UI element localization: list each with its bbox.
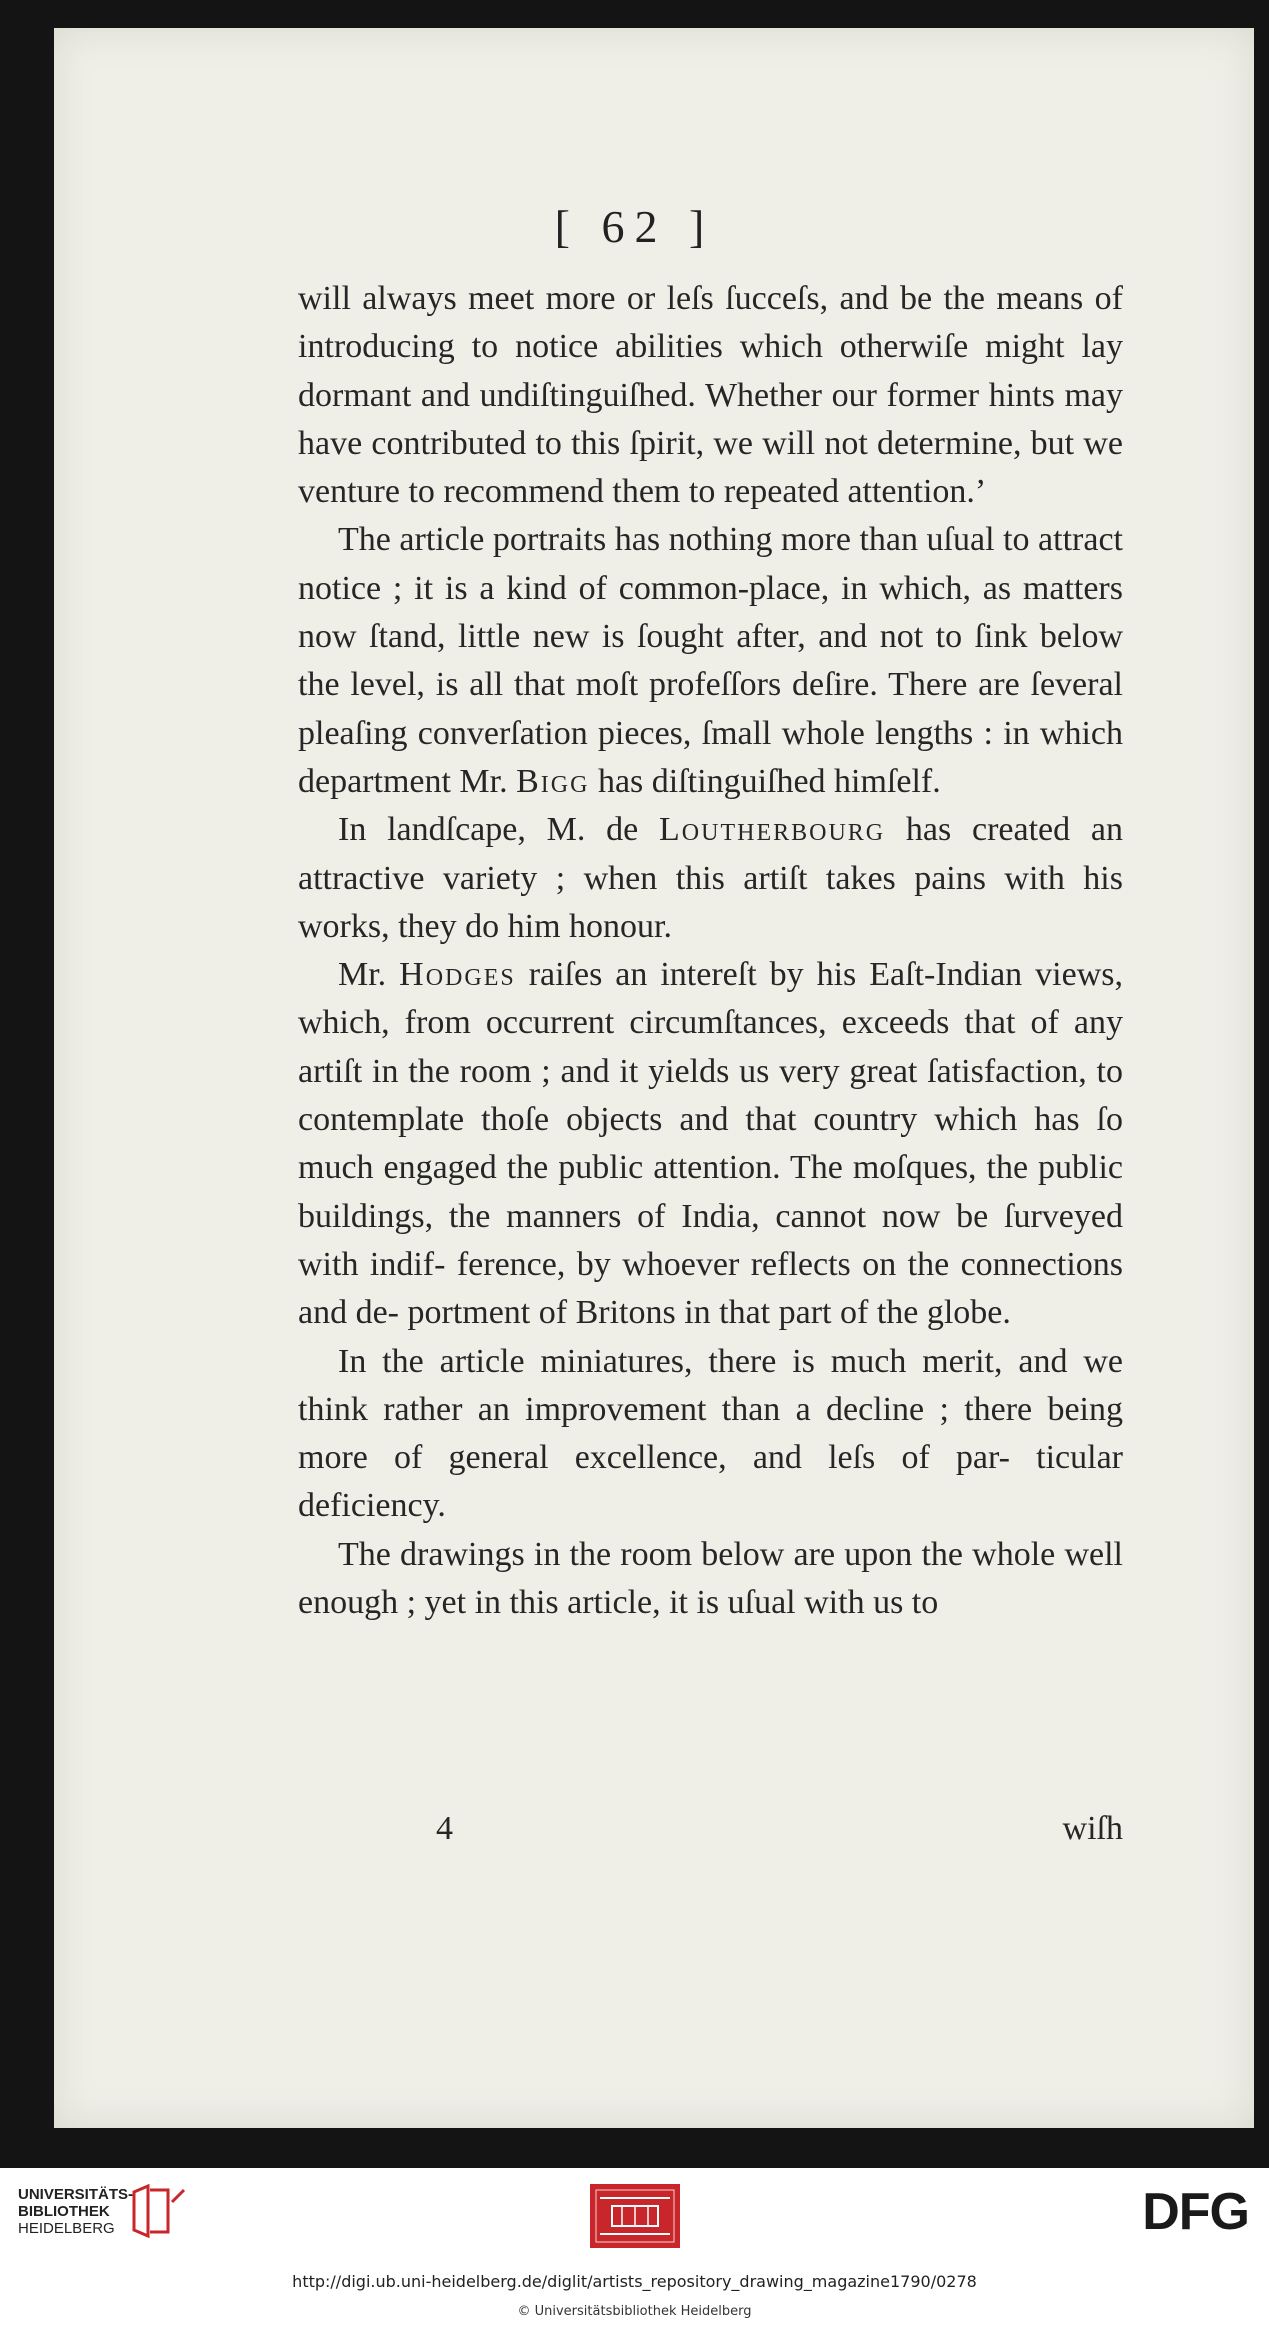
dfg-logo[interactable]: DFG	[1142, 2183, 1249, 2241]
signature-mark: 4	[436, 1810, 453, 1847]
viewer-footer	[0, 2168, 1269, 2328]
ub-heidelberg-logo[interactable]	[18, 2182, 188, 2252]
text-run: Mr.	[338, 956, 400, 994]
text-run: has diſtinguiſhed himſelf.	[589, 762, 941, 800]
body-text	[298, 275, 1123, 1627]
ub-emblem-icon	[128, 2182, 188, 2242]
catchword: wiſh	[1062, 1810, 1123, 1847]
page-header: [ 62 ]	[554, 201, 715, 252]
ub-logo-line-2: BIBLIOTHEK	[18, 2203, 110, 2220]
paragraph	[298, 951, 1123, 1337]
small-caps-name: Bigg	[516, 762, 590, 800]
text-run: raiſes an intereſt by his Eaſt-Indian views, which, from occurrent circumſtances, exceeds that of any artiſt in the room ; and it yields us very great ſatisfaction, to contemplate thoſe objects and that country which has ſo much engaged the public attention. The moſques, the public buildings, the manners of India, cannot now be ſurveyed with indif- ference, by whoever reflects on the connections and de- portment of Britons in that part of the globe.	[298, 956, 1123, 1332]
copyright-notice: © Universitätsbibliothek Heidelberg	[517, 2304, 752, 2319]
paragraph	[298, 516, 1123, 806]
ub-logo-line-3: HEIDELBERG	[18, 2220, 115, 2237]
paragraph	[298, 1531, 1123, 1628]
text-run: The article portraits has nothing more than uſual to attract notice ; it is a kind of common-place, in which, as matters now ſtand, little new is ſought after, and not to ſink below the level, is all that moſt profeſſors deſire. There are ſeveral pleaſing converſation pieces, ſmall whole lengths : in which department Mr.	[298, 521, 1123, 800]
text-run: In the article miniatures, there is much merit, and we think rather an improvement than a decline ; there being more of general excellence, and leſs of par- ticular deficiency.	[298, 1342, 1123, 1525]
ub-logo-text	[18, 2186, 133, 2237]
small-caps-name: Hodges	[399, 956, 516, 994]
permalink-url[interactable]: http://digi.ub.uni-heidelberg.de/diglit/artists_repository_drawing_magazine1790/0278	[292, 2272, 977, 2291]
text-run: has created an attractive variety ; when this artiſt takes pains with his works, they do him honour.	[298, 811, 1124, 945]
text-run: The drawings in the room below are upon the whole well enough ; yet in this article, it is uſual with us to	[298, 1535, 1123, 1622]
small-caps-name: Loutherbourg	[659, 811, 886, 849]
paragraph	[298, 1338, 1123, 1531]
paragraph	[298, 275, 1123, 516]
text-run: will always meet more or leſs ſucceſs, and be the means of introducing to notice abilities which otherwiſe might lay dormant and undiſtinguiſhed. Whether our former hints may have contributed to this ſpirit, we will not determine, but we venture to recommend them to repeated attention.’	[298, 280, 1123, 511]
page-footer-line	[298, 1810, 1123, 1860]
episteme-logo-icon[interactable]	[590, 2184, 680, 2248]
ub-logo-line-1: UNIVERSITÄTS-	[18, 2186, 134, 2203]
paragraph	[298, 806, 1123, 951]
text-run: In landſcape, M. de	[338, 811, 660, 849]
